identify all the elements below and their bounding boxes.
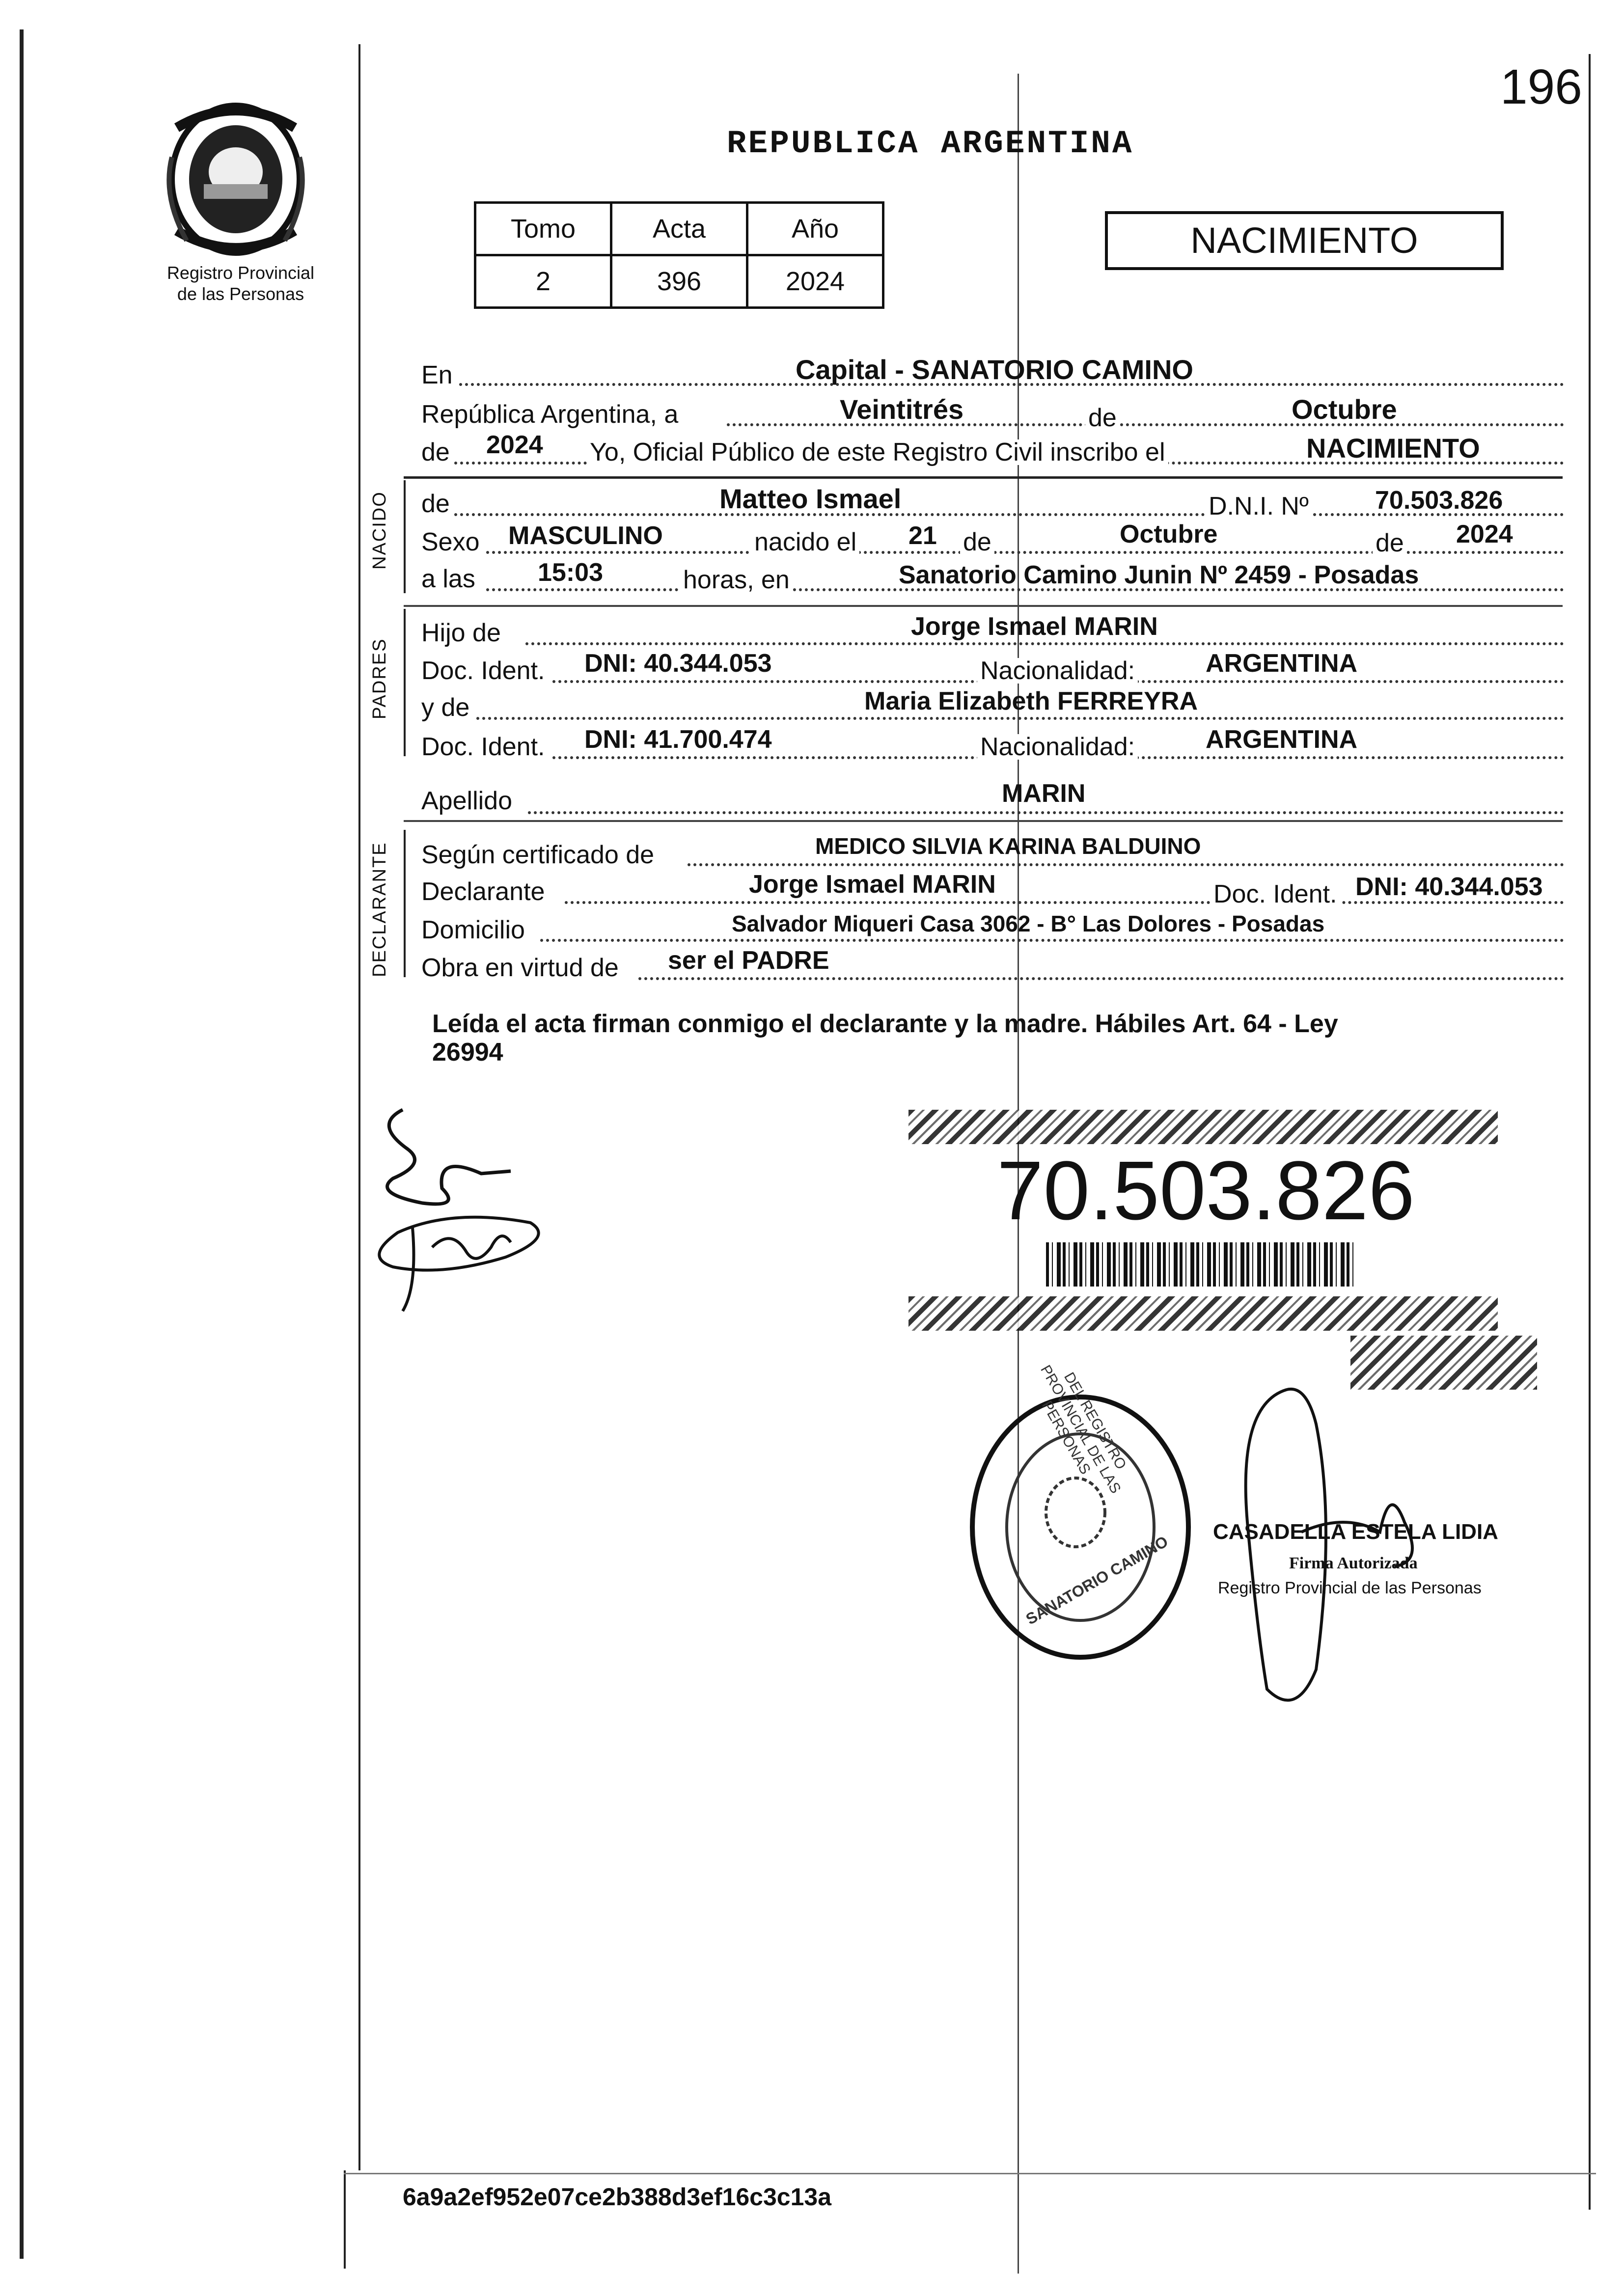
apellido-line (528, 811, 1564, 814)
bottom-left-line (344, 2170, 346, 2269)
security-pattern-bottom (908, 1296, 1498, 1331)
sexo-label: Sexo (421, 528, 480, 556)
page-title: REPUBLICA ARGENTINA (727, 125, 1134, 162)
child-name: Matteo Ismael (719, 483, 902, 514)
section-rule (404, 476, 1563, 479)
page-number: 196 (1500, 59, 1582, 114)
acta-value: 396 (611, 255, 747, 308)
nacido-de-label: de (421, 490, 450, 518)
father-line (525, 642, 1564, 645)
declarante-label: Declarante (421, 877, 545, 906)
act-value: NACIMIENTO (1306, 433, 1480, 464)
official-role: Firma Autorizada (1289, 1554, 1418, 1572)
nacionalidad-label-2: Nacionalidad: (977, 734, 1138, 760)
birth-time: 15:03 (538, 558, 603, 587)
tomo-value: 2 (475, 255, 611, 308)
en-label: En (421, 361, 453, 389)
mother-doc: DNI: 41.700.474 (584, 725, 772, 754)
de-label-3: de (1373, 530, 1407, 556)
declarante-doc-label: Doc. Ident. (1211, 881, 1340, 907)
closing-line-1: Leída el acta firman conmigo el declarante y la madre. Hábiles Art. 64 - Ley (432, 1010, 1338, 1038)
birth-place: Sanatorio Camino Junin Nº 2459 - Posadas (899, 561, 1419, 589)
doc-ident-label-2: Doc. Ident. (421, 733, 545, 761)
obra-line (638, 977, 1564, 980)
registry-label-2: de las Personas (177, 284, 304, 304)
cert-value: MEDICO SILVIA KARINA BALDUINO (815, 833, 1201, 859)
section-rule-2 (404, 605, 1563, 607)
doc-ident-label: Doc. Ident. (421, 657, 545, 685)
padres-bar (404, 609, 406, 756)
alas-label: a las (421, 565, 475, 593)
apellido-value: MARIN (1002, 779, 1086, 808)
record-table (474, 201, 884, 309)
birth-year: 2024 (1456, 520, 1513, 548)
de-label-2: de (960, 529, 994, 555)
declarante-line (565, 901, 1564, 904)
domicilio-line (540, 939, 1564, 942)
seal-center-text: SANATORIO CAMINO (1022, 1532, 1171, 1628)
anio-value: 2024 (747, 255, 883, 308)
child-dni: 70.503.826 (1375, 486, 1503, 515)
cert-label: Según certificado de (421, 841, 655, 869)
section-rule-3 (404, 820, 1563, 822)
place-value: Capital - SANATORIO CAMINO (796, 354, 1193, 385)
birth-month: Octubre (1120, 520, 1218, 548)
domicilio-value: Salvador Miqueri Casa 3062 - B° Las Dolores - Posadas (732, 911, 1325, 936)
domicilio-label: Domicilio (421, 916, 525, 944)
barcode (1046, 1242, 1355, 1287)
official-signature (1218, 1375, 1473, 1719)
nacido-bar (404, 480, 406, 593)
nacionalidad-label: Nacionalidad: (977, 658, 1138, 684)
nacido-el-label: nacido el (751, 529, 859, 555)
mother-line (476, 717, 1564, 720)
security-pattern-top (908, 1110, 1498, 1144)
seal-ring-text: DEL REGISTRO PROVINCIAL DE LAS PERSONAS (1037, 1362, 1129, 1497)
declarant-signature (344, 1080, 579, 1326)
de2-label: de (421, 438, 450, 466)
province-emblem (157, 98, 314, 260)
left-edge-line (20, 29, 24, 2259)
declarante-doc: DNI: 40.344.053 (1355, 873, 1543, 901)
tomo-header: Tomo (475, 203, 611, 255)
declarante-bar (404, 830, 406, 977)
yo-label: Yo, Oficial Público de este Registro Civil inscribo el (587, 439, 1168, 465)
right-edge-line (1589, 54, 1591, 2210)
day-value: Veintitrés (840, 394, 964, 425)
padres-section-label: PADRES (369, 638, 390, 719)
declarante-name: Jorge Ismael MARIN (749, 870, 996, 899)
horas-label: horas, en (680, 567, 793, 593)
apellido-label: Apellido (421, 787, 513, 815)
anio-header: Año (747, 203, 883, 255)
declarante-section-label: DECLARANTE (369, 842, 390, 977)
republica-label: República Argentina, a (421, 400, 679, 429)
obra-value: ser el PADRE (668, 946, 829, 975)
margin-tick-line (344, 2173, 1596, 2174)
hijo-label: Hijo de (421, 619, 501, 647)
birth-day: 21 (908, 521, 937, 550)
mother-name: Maria Elizabeth FERREYRA (864, 687, 1198, 715)
father-nationality: ARGENTINA (1206, 649, 1358, 678)
year-value: 2024 (486, 431, 543, 459)
month-value: Octubre (1292, 394, 1397, 425)
father-name: Jorge Ismael MARIN (911, 612, 1158, 641)
father-doc: DNI: 40.344.053 (584, 649, 772, 678)
sexo-value: MASCULINO (508, 521, 663, 550)
official-name: CASADELLA ESTELA LIDIA (1213, 1520, 1498, 1544)
dni-number: 70.503.826 (997, 1144, 1415, 1237)
dni-label: D.N.I. Nº (1206, 493, 1312, 519)
document-hash: 6a9a2ef952e07ce2b388d3ef16c3c13a (403, 2183, 831, 2211)
obra-label: Obra en virtud de (421, 954, 619, 982)
de-label: de (1085, 405, 1120, 431)
registry-label-1: Registro Provincial (166, 263, 315, 283)
acta-header: Acta (611, 203, 747, 255)
document-type-box: NACIMIENTO (1105, 211, 1504, 270)
cert-line (688, 863, 1564, 866)
closing-line-2: 26994 (432, 1038, 503, 1067)
nacido-section-label: NACIDO (369, 491, 390, 570)
yde-label: y de (421, 693, 470, 722)
official-registry: Registro Provincial de las Personas (1218, 1579, 1482, 1597)
mother-nationality: ARGENTINA (1206, 725, 1358, 754)
